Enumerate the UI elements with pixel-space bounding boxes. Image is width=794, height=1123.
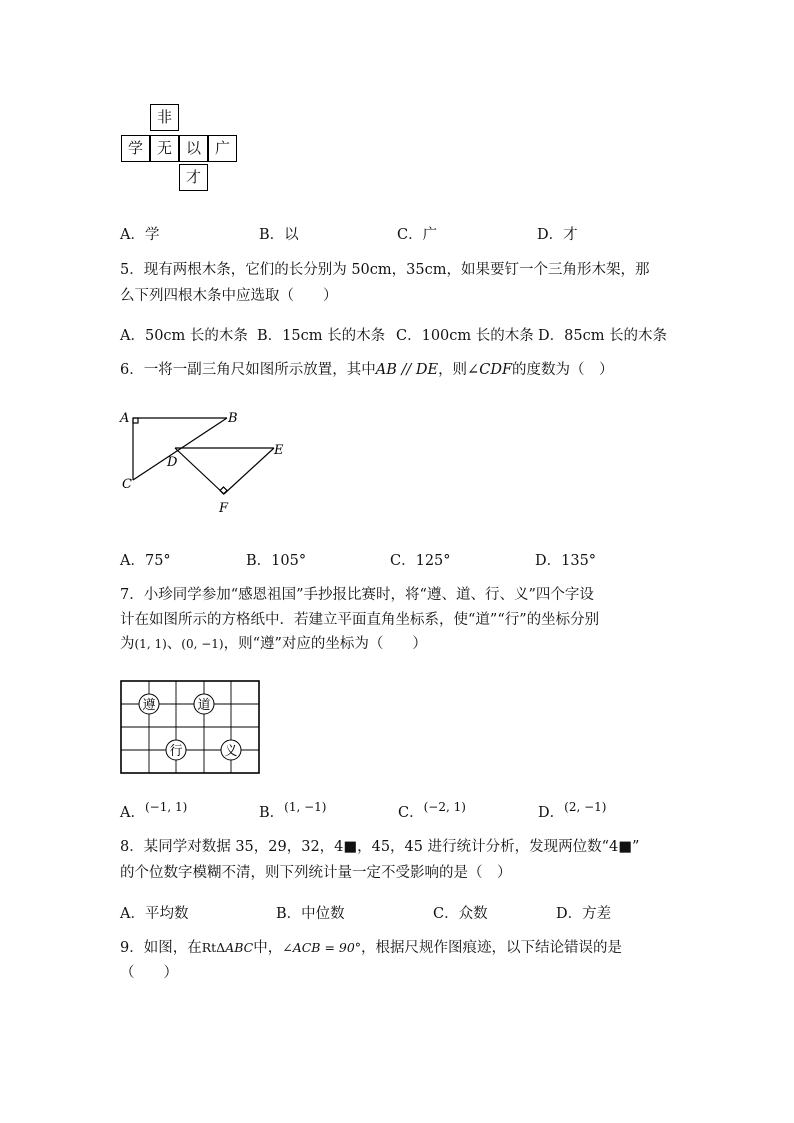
q5-option-c[interactable]: C．100cm 长的木条	[396, 328, 534, 344]
q5-option-a[interactable]: A．50cm 长的木条	[120, 328, 248, 344]
label-a: A	[120, 411, 130, 426]
q6-stem	[120, 361, 614, 379]
label-f: F	[219, 501, 229, 516]
q7-line-2: 计在如图所示的方格纸中．若建立平面直角坐标系，使“道”“行”的坐标分别	[120, 612, 600, 628]
q7-option-d-value: (2, −1)	[564, 800, 607, 814]
net-cell-wu: 无	[150, 135, 179, 162]
grid-char-yi: 义	[224, 744, 238, 759]
q6-middle: ，则∠	[438, 362, 480, 378]
label-d: D	[167, 455, 178, 470]
q7-option-b-letter: B．	[259, 805, 285, 821]
label-e: E	[274, 443, 284, 458]
q6-option-c[interactable]: C．125°	[390, 553, 451, 569]
q7-line-3-b: ，则“遵”对应的坐标为（ ）	[223, 636, 427, 652]
grid-char-dao: 道	[197, 698, 211, 713]
q5-option-d[interactable]: D．85cm 长的木条	[538, 328, 668, 344]
q7-option-c-letter: C．	[398, 805, 424, 821]
q6-option-b[interactable]: B．105°	[246, 553, 307, 569]
q6-prefix: 6．一将一副三角尺如图所示放置，其中	[120, 362, 376, 378]
label-c: C	[122, 477, 132, 492]
q9-line-1	[120, 939, 622, 957]
label-b: B	[228, 411, 238, 426]
q4-option-c[interactable]: C．广	[397, 227, 438, 243]
q7-option-c[interactable]	[398, 801, 466, 822]
net-cell-guang: 广	[208, 135, 237, 162]
q4-option-d[interactable]: D．才	[537, 227, 578, 243]
net-cell-fei: 非	[150, 104, 179, 131]
q8-option-a[interactable]: A．平均数	[120, 906, 189, 922]
q9-angle: ∠ACB = 90°	[282, 940, 362, 955]
q8-option-d[interactable]: D．方差	[556, 906, 612, 922]
q7-option-a[interactable]	[120, 801, 187, 822]
q7-sep: 、	[166, 636, 182, 652]
q6-suffix: 的度数为（ ）	[512, 362, 614, 378]
q7-line-3	[120, 635, 427, 653]
q8-line-2: 的个位数字模糊不清，则下列统计量一定不受影响的是（ ）	[120, 865, 512, 881]
q7-option-d[interactable]	[538, 801, 606, 822]
q8-option-b[interactable]: B．中位数	[276, 906, 345, 922]
grid-char-xing: 行	[169, 744, 183, 759]
q7-option-a-value: (−1, 1)	[144, 800, 188, 814]
q9-line-2: （ ）	[120, 965, 178, 981]
q4-option-b[interactable]: B．以	[259, 227, 299, 243]
q6-option-d[interactable]: D．135°	[535, 553, 597, 569]
q7-grid-figure	[118, 678, 264, 776]
q6-math-parallel: AB // DE	[375, 362, 439, 378]
q6-option-a[interactable]: A．75°	[120, 553, 171, 569]
net-cell-cai: 才	[179, 164, 208, 191]
net-cell-xue: 学	[121, 135, 150, 162]
q7-option-b-value: (1, −1)	[284, 800, 327, 814]
q9-mid: 中，	[253, 940, 283, 956]
q7-option-a-letter: A．	[120, 805, 145, 821]
q8-line-1: 8．某同学对数据 35，29，32，4■，45，45 进行统计分析，发现两位数“4■”	[120, 839, 640, 855]
q7-line-3-a: 为	[120, 636, 135, 652]
q7-coord-dao: (1, 1)	[134, 637, 167, 651]
q8-option-c[interactable]: C．众数	[433, 906, 488, 922]
q9-rt: Rt	[201, 940, 217, 955]
net-cell-yi: 以	[179, 135, 208, 162]
q7-coord-xing: (0, −1)	[181, 637, 224, 651]
q5-line-1: 5．现有两根木条，它们的长分别为 50cm，35cm，如果要钉一个三角形木架，那	[120, 262, 650, 278]
q9-tri: ABC	[225, 940, 254, 955]
q5-option-b[interactable]: B．15cm 长的木条	[257, 328, 386, 344]
q7-option-b[interactable]	[259, 801, 326, 822]
q9-delta: Δ	[216, 940, 226, 955]
q5-line-2: 么下列四根木条中应选取（ ）	[120, 288, 338, 304]
q6-triangle-figure	[110, 400, 300, 520]
q9-suffix: ，根据尺规作图痕迹，以下结论错误的是	[361, 940, 623, 956]
grid-char-zun: 遵	[142, 698, 156, 713]
q6-math-angle: CDF	[479, 362, 512, 378]
q7-option-c-value: (−2, 1)	[423, 800, 466, 814]
q7-option-d-letter: D．	[538, 805, 565, 821]
q4-option-a[interactable]: A．学	[120, 227, 160, 243]
q7-line-1: 7．小珍同学参加“感恩祖国”手抄报比赛时，将“遵、道、行、义”四个字设	[120, 587, 594, 603]
q9-prefix: 9．如图，在	[120, 940, 202, 956]
